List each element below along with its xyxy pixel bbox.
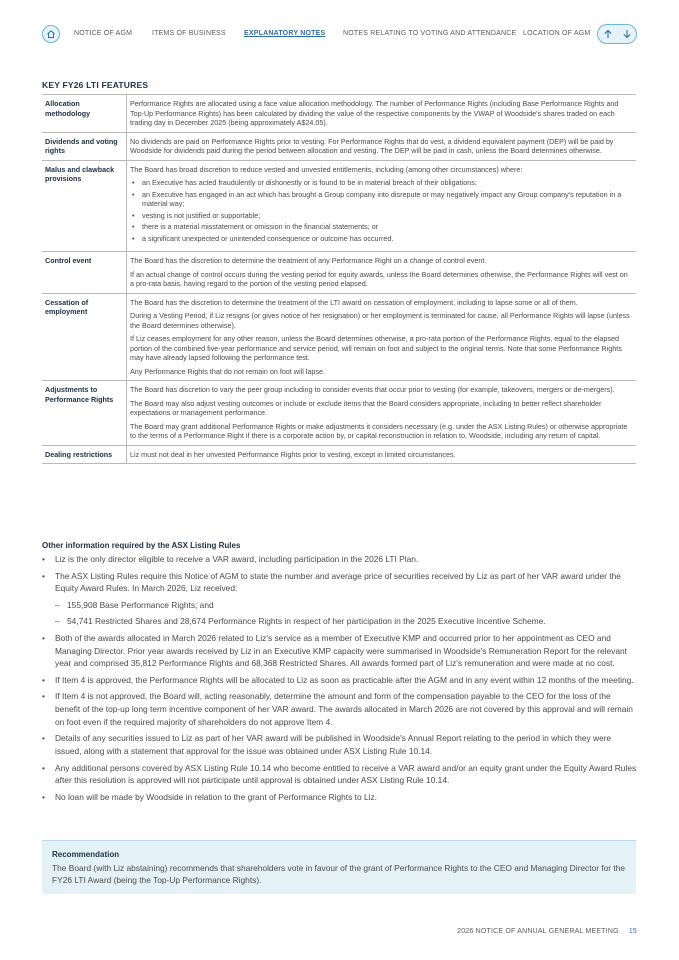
row-description <box>127 293 637 381</box>
nav-notice-of-agm[interactable]: NOTICE OF AGM <box>74 30 133 37</box>
list-item: • No loan will be made by Woodside in relation to the grant of Performance Rights to Liz. <box>42 791 638 804</box>
recommendation-title: Recommendation <box>52 850 120 859</box>
home-button[interactable] <box>42 25 60 43</box>
table-row <box>42 381 636 446</box>
list-item: • Any additional persons covered by ASX Listing Rule 10.14 who become entitled to receive a VAR award and/or an equity grant under the Equity Award Rules after this resolution is approved will not participate until approval is obtained under ASX Listing Rule 10.14. <box>42 762 638 787</box>
nav-items-of-business[interactable]: ITEMS OF BUSINESS <box>152 30 226 37</box>
other-info-list <box>42 553 638 807</box>
row-label: Dealing restrictions <box>42 445 127 464</box>
row-label: Control event <box>42 252 127 294</box>
row-paragraph: Performance Rights are allocated using a face value allocation methodology. The number of Performance Rights (including Base Performance Rights and Top-Up Performance Rights) has been calculated by dividing the value of the respective components by the VWAP of Woodside's shares traded on each trading day in December 2025 (being approximately A$24.05). <box>130 99 619 127</box>
row-label: Allocation methodology <box>42 95 127 133</box>
row-paragraph: The Board may grant additional Performance Rights or make adjustments it considers necessary (e.g. under the ASX Listing Rules) or otherwise appropriate to the terms of a Performance Right if there is a corporate action by, or capital reconstruction in relation to, Woodside, including any return of capital. <box>130 421 628 440</box>
row-paragraph: Any Performance Rights that do not remain on foot will lapse. <box>130 366 325 376</box>
list-item <box>42 570 638 628</box>
section-title: KEY FY26 LTI FEATURES <box>42 80 149 90</box>
sub-list-item: – 155,908 Base Performance Rights; and <box>55 599 638 612</box>
recommendation-box <box>42 840 636 894</box>
row-paragraph: If Liz ceases employment for any other reason, unless the Board determines otherwise, a pro-rata portion of the Performance Rights, equal to the elapsed portion of the combined five-year performance and service period, will remain on foot and subject to the original terms. Note that some Performance Rights may have already lapsed following the performance test. <box>130 334 622 362</box>
row-paragraph: The Board has discretion to vary the peer group including to consider events that occur prior to vesting (for example, takeovers, mergers or de-mergers). <box>130 385 615 394</box>
footer-title: 2026 NOTICE OF ANNUAL GENERAL MEETING <box>457 928 619 935</box>
row-description <box>127 381 637 446</box>
home-icon <box>46 29 56 39</box>
list-item: • an Executive has acted fraudulently or dishonestly or is found to be in material breach of their obligations; <box>130 178 633 188</box>
row-description <box>127 252 637 294</box>
row-paragraph: The Board has the discretion to determine the treatment of any Performance Right on a change of control event. <box>130 256 487 265</box>
row-paragraph: The Board has broad discretion to reduce vested and unvested entitlements, including (among other circumstances) where: <box>130 164 523 174</box>
page-arrows <box>597 24 637 44</box>
row-label: Dividends and voting rights <box>42 132 127 160</box>
list-item: • Both of the awards allocated in March 2026 related to Liz's service as a member of Executive KMP and occurred prior to her appointment as CEO and Managing Director. Prior year awards received by Liz in an Executive KMP capacity were summarised in Woodside's Remuneration Report for the relevant year and comprised 35,812 Performance Rights and 68,368 Restricted Shares. All awards formed part of Liz's remuneration and were made at no cost. <box>42 632 638 670</box>
other-info-title: Other information required by the ASX Listing Rules <box>42 541 241 550</box>
row-paragraph: If an actual change of control occurs during the vesting period for equity awards, unless the Board determines otherwise, the Performance Rights will vest on a pro-rata basis, having regard to the portion of the vesting period elapsed. <box>130 269 628 288</box>
table-row <box>42 293 636 381</box>
table-row <box>42 95 636 133</box>
list-item: • If Item 4 is not approved, the Board will, acting reasonably, determine the amount and form of the compensation payable to the CEO for the loss of the benefit of the top-up long term incentive component of her VAR award. The awards allocated in March 2026 are not covered by this approval and will remain on foot even if the required majority of shareholders do not approve Item 4. <box>42 690 638 728</box>
table-row <box>42 132 636 160</box>
arrow-down-icon[interactable] <box>622 29 632 39</box>
nav-location-of-agm[interactable]: LOCATION OF AGM <box>523 30 591 37</box>
table-row <box>42 445 636 464</box>
nav-explanatory-notes[interactable]: EXPLANATORY NOTES <box>244 30 326 37</box>
row-paragraph: The Board has the discretion to determine the treatment of the LTI award on cessation of employment, including to lapse some or all of them. <box>130 297 578 307</box>
nav-voting-and-attendance[interactable]: NOTES RELATING TO VOTING AND ATTENDANCE <box>343 30 517 37</box>
malus-bullet-list <box>130 178 633 243</box>
row-paragraph: Liz must not deal in her unvested Performance Rights prior to vesting, except in limited circumstances. <box>130 449 456 459</box>
list-item: • a significant unexpected or unintended consequence or outcome has occurred. <box>130 234 633 244</box>
page-footer <box>457 928 637 935</box>
row-paragraph: No dividends are paid on Performance Rights prior to vesting. For Performance Rights that do vest, a dividend equivalent payment (DEP) will be paid by Woodside for dividends paid during the period between allocation and vesting. The DEP will be paid in cash, unless the Board determines otherwise. <box>130 136 614 155</box>
arrow-up-icon[interactable] <box>603 29 613 39</box>
row-description <box>127 95 637 133</box>
page-number: 15 <box>628 928 637 935</box>
row-description <box>127 160 637 252</box>
list-item: • an Executive has engaged in an act which has brought a Group company into disrepute or may negatively impact any Group company's reputation in a material way; <box>130 190 633 209</box>
row-description <box>127 445 637 464</box>
row-description <box>127 132 637 160</box>
list-item: • Details of any securities issued to Liz as part of her VAR award will be published in Woodside's Annual Report relating to the period in which they were issued, along with a statement that approval for the issue was obtained under ASX Listing Rule 10.14. <box>42 732 638 757</box>
list-item: • Liz is the only director eligible to receive a VAR award, including participation in the 2026 LTI Plan. <box>42 553 638 566</box>
table-row <box>42 252 636 294</box>
table-row <box>42 160 636 252</box>
list-item: • If Item 4 is approved, the Performance Rights will be allocated to Liz as soon as practicable after the AGM and in any event within 12 months of the meeting. <box>42 674 638 687</box>
sub-list-item: – 54,741 Restricted Shares and 28,674 Performance Rights in respect of her participation in the 2025 Executive Incentive Scheme. <box>55 615 638 628</box>
lti-features-table <box>42 94 636 464</box>
row-label: Adjustments to Performance Rights <box>42 381 127 446</box>
recommendation-text: The Board (with Liz abstaining) recommends that shareholders vote in favour of the grant of Performance Rights to the CEO and Managing Director for the FY26 LTI Award (being the Top-Up Performance Rights). <box>52 863 626 886</box>
list-item-text: The ASX Listing Rules require this Notice of AGM to state the number and average price of securities received by Liz as part of her VAR award under the Equity Award Rules. In March 2026, Liz received: <box>55 570 621 594</box>
list-item: • vesting is not justified or supportable; <box>130 211 633 221</box>
top-navigation <box>42 24 637 46</box>
list-item: • there is a material misstatement or omission in the financial statements; or <box>130 222 633 232</box>
row-paragraph: During a Vesting Period, if Liz resigns (or gives notice of her resignation) or her employment is terminated for cause, all Performance Rights will lapse (unless the Board determines otherwise). <box>130 311 630 330</box>
row-label: Malus and clawback provisions <box>42 160 127 252</box>
row-label: Cessation of employment <box>42 293 127 381</box>
row-paragraph: The Board may also adjust vesting outcomes or include or exclude items that the Board considers appropriate, including to better reflect shareholder expectations or management performance. <box>130 398 602 417</box>
